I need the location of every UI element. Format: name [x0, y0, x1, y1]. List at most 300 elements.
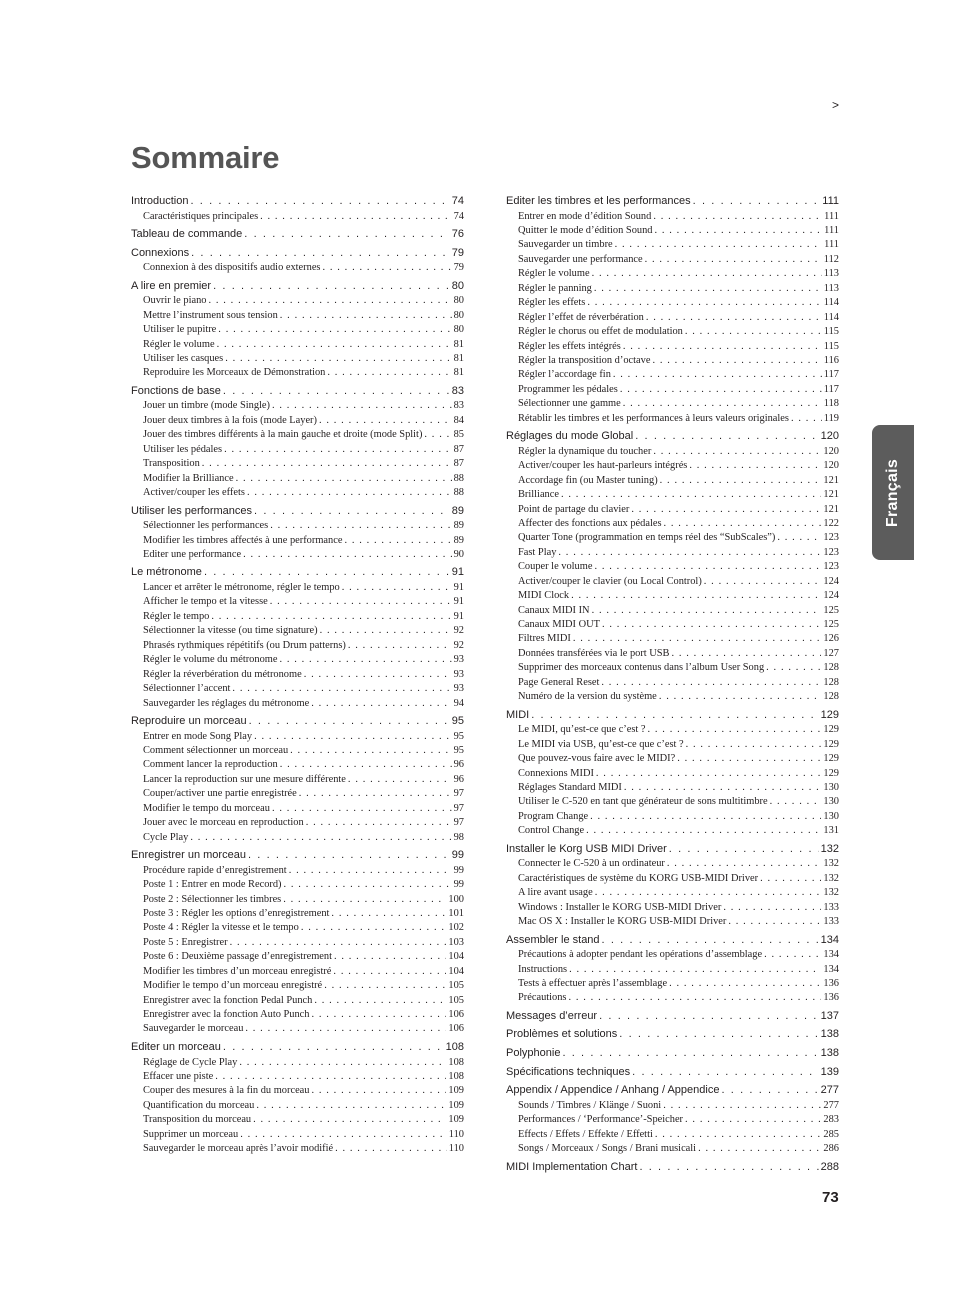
toc-entry-title: Poste 4 : Régler la vitesse et le tempo	[143, 922, 299, 934]
toc-subentry[interactable]	[506, 824, 839, 838]
toc-entry-title: Assembler le stand	[506, 933, 600, 946]
toc-entry-title: Couper le volume	[518, 561, 593, 573]
toc-leader-dots	[654, 224, 822, 238]
toc-page-number: 124	[823, 590, 839, 602]
toc-leader-dots	[224, 443, 452, 457]
toc-subentry[interactable]	[506, 589, 839, 603]
toc-chapter-entry[interactable]	[131, 384, 464, 400]
toc-entry-title: Régler le volume du métronome	[143, 654, 278, 666]
toc-subentry[interactable]	[506, 267, 839, 281]
toc-subentry[interactable]	[131, 414, 464, 428]
toc-subentry[interactable]	[506, 282, 839, 296]
toc-chapter-entry[interactable]	[131, 227, 464, 243]
toc-entry-title: Utiliser le pupitre	[143, 324, 217, 336]
toc-entry-title: Sauvegarder le morceau après l’avoir modifié	[143, 1143, 334, 1155]
toc-subentry[interactable]	[131, 443, 464, 457]
toc-entry-title: Reproduire un morceau	[131, 714, 247, 727]
toc-page-number: 105	[448, 980, 464, 992]
toc-subentry[interactable]	[131, 773, 464, 787]
toc-subentry[interactable]	[131, 457, 464, 471]
toc-entry-title: Poste 5 : Enregistrer	[143, 936, 228, 948]
toc-entry-title: Songs / Morceaux / Songs / Brani musicali	[518, 1143, 697, 1155]
toc-subentry[interactable]	[131, 323, 464, 337]
toc-subentry[interactable]	[506, 1099, 839, 1113]
toc-subentry[interactable]	[131, 399, 464, 413]
toc-subentry[interactable]	[506, 1128, 839, 1142]
toc-leader-dots	[586, 824, 821, 838]
toc-page-number: 88	[453, 472, 464, 484]
toc-entry-title: Procédure rapide d’enregistrement	[143, 864, 287, 876]
toc-leader-dots	[424, 428, 451, 442]
toc-subentry[interactable]	[506, 1142, 839, 1156]
toc-page-number: 103	[448, 936, 464, 948]
toc-entry-title: Problèmes et solutions	[506, 1028, 618, 1041]
toc-subentry[interactable]	[131, 979, 464, 993]
toc-subentry[interactable]	[131, 787, 464, 801]
toc-leader-dots	[299, 787, 452, 801]
toc-entry-title: Couper/activer une partie enregistrée	[143, 788, 297, 800]
toc-page-number: 97	[453, 817, 464, 829]
toc-page-number: 129	[820, 708, 839, 721]
toc-subentry[interactable]	[506, 474, 839, 488]
toc-subentry[interactable]	[131, 1128, 464, 1142]
toc-page-number: 134	[820, 933, 839, 946]
toc-subentry[interactable]	[506, 752, 839, 766]
toc-subentry[interactable]	[131, 950, 464, 964]
toc-subentry[interactable]	[131, 907, 464, 921]
toc-leader-dots	[693, 194, 821, 210]
toc-subentry[interactable]	[131, 802, 464, 816]
toc-subentry[interactable]	[131, 519, 464, 533]
toc-subentry[interactable]	[131, 816, 464, 830]
toc-page-number: 124	[823, 575, 839, 587]
toc-subentry[interactable]	[506, 723, 839, 737]
toc-leader-dots	[333, 965, 446, 979]
toc-page-number: 74	[453, 210, 464, 222]
toc-subentry[interactable]	[131, 639, 464, 653]
toc-entry-title: Transposition	[143, 458, 200, 470]
toc-leader-dots	[613, 368, 822, 382]
toc-leader-dots	[791, 412, 822, 426]
toc-leader-dots	[247, 486, 452, 500]
toc-entry-title: Régler le chorus ou effet de modulation	[518, 326, 683, 338]
toc-leader-dots	[721, 1083, 818, 1099]
toc-entry-title: Le MIDI, qu’est-ce que c’est ?	[518, 724, 646, 736]
toc-entry-title: Régler la transposition d’octave	[518, 354, 651, 366]
toc-chapter-entry[interactable]	[131, 848, 464, 864]
toc-subentry[interactable]	[131, 595, 464, 609]
toc-entry-title: Affecter des fonctions aux pédales	[518, 517, 662, 529]
toc-page-number: 112	[823, 253, 839, 265]
toc-entry-title: Comment sélectionner un morceau	[143, 745, 289, 756]
toc-subentry[interactable]	[131, 366, 464, 380]
toc-section	[506, 1009, 839, 1025]
toc-page-number: 97	[453, 788, 464, 800]
toc-subentry[interactable]	[131, 428, 464, 442]
toc-page-number: 133	[823, 901, 839, 913]
toc-subentry[interactable]	[131, 472, 464, 486]
toc-subentry[interactable]	[131, 682, 464, 696]
toc-leader-dots	[592, 267, 822, 281]
toc-subentry[interactable]	[506, 238, 839, 252]
toc-page-number: 95	[453, 745, 464, 756]
toc-entry-title: Sélectionner la vitesse (ou time signature)	[143, 625, 318, 637]
toc-subentry[interactable]	[131, 758, 464, 772]
toc-leader-dots	[587, 296, 821, 310]
toc-leader-dots	[348, 773, 452, 787]
toc-subentry[interactable]	[506, 412, 839, 426]
toc-subentry[interactable]	[506, 604, 839, 618]
toc-subentry[interactable]	[506, 781, 839, 795]
toc-subentry[interactable]	[131, 965, 464, 979]
toc-subentry[interactable]	[506, 368, 839, 382]
toc-subentry[interactable]	[506, 915, 839, 929]
toc-page-number: 81	[453, 338, 464, 350]
toc-subentry[interactable]	[506, 795, 839, 809]
toc-subentry[interactable]	[506, 886, 839, 900]
toc-section	[506, 429, 839, 704]
toc-subentry[interactable]	[131, 893, 464, 907]
toc-subentry[interactable]	[131, 1056, 464, 1070]
toc-leader-dots	[632, 1065, 819, 1081]
toc-subentry[interactable]	[131, 730, 464, 744]
toc-subentry[interactable]	[506, 397, 839, 411]
toc-page-number: 128	[823, 676, 839, 688]
toc-subentry[interactable]	[131, 581, 464, 595]
toc-entry-title: Quitter le mode d’édition Sound	[518, 225, 653, 237]
toc-entry-title: Modifier le tempo du morceau	[143, 802, 270, 814]
toc-subentry[interactable]	[131, 1084, 464, 1098]
toc-entry-title: Sélectionner une gamme	[518, 398, 621, 410]
toc-page-number: 76	[451, 228, 464, 241]
toc-page-number: 121	[823, 474, 839, 486]
toc-subentry[interactable]	[506, 1113, 839, 1127]
toc-subentry[interactable]	[506, 857, 839, 871]
toc-chapter-entry[interactable]	[131, 714, 464, 730]
toc-leader-dots	[663, 1099, 821, 1113]
toc-page-number: 110	[448, 1128, 464, 1140]
toc-chapter-entry[interactable]	[506, 1160, 839, 1176]
toc-page-number: 85	[453, 429, 464, 441]
toc-page-number: 93	[453, 683, 464, 695]
toc-page-number: 102	[448, 922, 464, 934]
toc-entry-title: Sélectionner l’accent	[143, 683, 231, 695]
toc-chapter-entry[interactable]	[506, 429, 839, 445]
toc-section	[506, 1027, 839, 1043]
toc-leader-dots	[615, 238, 823, 252]
toc-subentry[interactable]	[506, 546, 839, 560]
toc-leader-dots	[320, 624, 452, 638]
toc-subentry[interactable]	[506, 810, 839, 824]
toc-section	[506, 1046, 839, 1062]
toc-page-number: 111	[824, 210, 839, 222]
toc-page-number: 92	[453, 639, 464, 651]
toc-leader-dots	[677, 752, 821, 766]
toc-subentry[interactable]	[506, 575, 839, 589]
toc-page-number: 89	[453, 520, 464, 532]
toc-entry-title: Sounds / Timbres / Klänge / Suoni	[518, 1099, 662, 1111]
toc-entry-title: Activer/couper les effets	[143, 487, 245, 499]
toc-subentry[interactable]	[131, 534, 464, 548]
toc-page-number: 123	[823, 532, 839, 544]
toc-leader-dots	[239, 1056, 446, 1070]
toc-entry-title: Control Change	[518, 825, 585, 837]
toc-subentry[interactable]	[506, 383, 839, 397]
toc-page-number: 129	[823, 724, 839, 736]
toc-entry-title: Connexions	[131, 246, 190, 259]
toc-chapter-entry[interactable]	[506, 194, 839, 210]
toc-entry-title: A lire en premier	[131, 279, 212, 292]
toc-subentry[interactable]	[131, 744, 464, 758]
toc-section	[506, 708, 839, 839]
toc-chapter-entry[interactable]	[506, 1046, 839, 1062]
toc-entry-title: Modifier le tempo d’un morceau enregistré	[143, 980, 323, 992]
toc-page-number: 129	[823, 767, 839, 779]
toc-subentry[interactable]	[506, 618, 839, 632]
toc-leader-dots	[723, 901, 821, 915]
toc-section	[506, 933, 839, 1006]
toc-page-number: 97	[453, 802, 464, 814]
toc-subentry[interactable]	[131, 921, 464, 935]
toc-leader-dots	[204, 565, 450, 581]
toc-subentry[interactable]	[506, 296, 839, 310]
toc-subentry[interactable]	[506, 210, 839, 224]
toc-subentry[interactable]	[131, 1099, 464, 1113]
toc-entry-title: Editer les timbres et les performances	[506, 195, 691, 207]
toc-page-number: 93	[453, 668, 464, 680]
toc-subentry[interactable]	[506, 488, 839, 502]
toc-subentry[interactable]	[131, 831, 464, 845]
toc-page-number: 95	[453, 730, 464, 742]
toc-subentry[interactable]	[131, 936, 464, 950]
toc-subentry[interactable]	[131, 338, 464, 352]
toc-subentry[interactable]	[506, 531, 839, 545]
toc-page-number: 110	[448, 1143, 464, 1155]
toc-leader-dots	[653, 210, 822, 224]
toc-leader-dots	[602, 933, 819, 949]
toc-subentry[interactable]	[506, 872, 839, 886]
toc-leader-dots	[558, 546, 821, 560]
toc-subentry[interactable]	[131, 486, 464, 500]
toc-page-number: 91	[451, 566, 464, 579]
toc-subentry[interactable]	[506, 948, 839, 962]
toc-subentry[interactable]	[131, 1113, 464, 1127]
toc-leader-dots	[728, 915, 821, 929]
toc-leader-dots	[256, 1099, 446, 1113]
toc-page-number: 120	[823, 445, 839, 457]
toc-subentry[interactable]	[131, 294, 464, 308]
toc-entry-title: Régler la réverbération du métronome	[143, 668, 302, 680]
toc-entry-title: Connexion à des dispositifs audio externes	[143, 262, 321, 274]
toc-subentry[interactable]	[506, 963, 839, 977]
toc-subentry[interactable]	[131, 309, 464, 323]
toc-leader-dots	[289, 864, 452, 878]
toc-subentry[interactable]	[131, 1022, 464, 1036]
toc-subentry[interactable]	[506, 253, 839, 267]
toc-entry-title: Entrer en mode d’édition Sound	[518, 210, 652, 222]
toc-subentry[interactable]	[506, 661, 839, 675]
toc-subentry[interactable]	[131, 1008, 464, 1022]
toc-chapter-entry[interactable]	[506, 933, 839, 949]
toc-page-number: 96	[453, 773, 464, 785]
toc-subentry[interactable]	[506, 325, 839, 339]
toc-subentry[interactable]	[506, 767, 839, 781]
toc-entry-title: Caractéristiques principales	[143, 210, 259, 222]
toc-page-number: 101	[448, 907, 464, 919]
toc-leader-dots	[599, 1009, 819, 1025]
toc-subentry[interactable]	[506, 517, 839, 531]
toc-subentry[interactable]	[506, 340, 839, 354]
toc-subentry[interactable]	[506, 224, 839, 238]
toc-leader-dots	[217, 338, 452, 352]
toc-entry-title: Poste 1 : Entrer en mode Record)	[143, 879, 282, 891]
toc-entry-title: Activer/couper les haut-parleurs intégrés	[518, 460, 688, 472]
toc-entry-title: Phrasés rythmiques répétitifs (ou Drum patterns)	[143, 639, 346, 651]
toc-subentry[interactable]	[506, 311, 839, 325]
toc-subentry[interactable]	[131, 653, 464, 667]
toc-leader-dots	[272, 399, 452, 413]
toc-subentry[interactable]	[506, 632, 839, 646]
toc-page-number: 277	[820, 1084, 839, 1097]
toc-page-number: 119	[823, 412, 839, 424]
toc-page-number: 117	[823, 369, 839, 381]
toc-leader-dots	[652, 354, 821, 368]
toc-chapter-entry[interactable]	[131, 279, 464, 295]
toc-leader-dots	[689, 459, 821, 473]
toc-page-number: 138	[820, 1028, 839, 1041]
toc-entry-title: Régler l’accordage fin	[518, 369, 611, 381]
toc-chapter-entry[interactable]	[131, 565, 464, 581]
toc-subentry[interactable]	[131, 864, 464, 878]
toc-chapter-entry[interactable]	[131, 246, 464, 262]
toc-entry-title: Brilliance	[518, 489, 559, 501]
toc-subentry[interactable]	[131, 697, 464, 711]
toc-subentry[interactable]	[506, 977, 839, 991]
toc-subentry[interactable]	[506, 901, 839, 915]
toc-page-number: 93	[453, 654, 464, 666]
toc-entry-title: Réglage de Cycle Play	[143, 1056, 238, 1068]
toc-leader-dots	[254, 730, 452, 744]
toc-subentry[interactable]	[506, 459, 839, 473]
toc-chapter-entry[interactable]	[506, 1027, 839, 1043]
toc-page-number: 109	[448, 1099, 464, 1111]
toc-subentry[interactable]	[506, 503, 839, 517]
toc-leader-dots	[240, 1128, 447, 1142]
toc-subentry[interactable]	[131, 610, 464, 624]
toc-column-right	[506, 194, 839, 1178]
toc-column-left	[131, 194, 464, 1160]
toc-leader-dots	[301, 921, 447, 935]
toc-leader-dots	[243, 548, 452, 562]
toc-entry-title: Effacer une piste	[143, 1070, 214, 1082]
toc-entry-title: Tests à effectuer après l’assemblage	[518, 977, 668, 989]
toc-leader-dots	[590, 810, 821, 824]
toc-entry-title: Poste 6 : Deuxième passage d’enregistrement	[143, 951, 332, 963]
toc-entry-title: Program Change	[518, 810, 589, 822]
toc-entry-title: Utiliser les performances	[131, 504, 253, 517]
toc-entry-title: Lancer la reproduction sur une mesure différente	[143, 773, 346, 785]
toc-leader-dots	[348, 639, 452, 653]
toc-subentry[interactable]	[131, 878, 464, 892]
toc-leader-dots	[249, 714, 450, 730]
toc-page-number: 89	[451, 504, 464, 517]
toc-leader-dots	[664, 517, 822, 531]
toc-subentry[interactable]	[506, 354, 839, 368]
toc-leader-dots	[280, 758, 452, 772]
toc-subentry[interactable]	[131, 668, 464, 682]
toc-subentry[interactable]	[506, 676, 839, 690]
toc-entry-title: Rétablir les timbres et les performances à leurs valeurs originales	[518, 412, 789, 424]
toc-subentry[interactable]	[506, 647, 839, 661]
toc-leader-dots	[232, 682, 451, 696]
toc-leader-dots	[290, 744, 451, 758]
toc-page-number: 123	[823, 546, 839, 558]
toc-chapter-entry[interactable]	[131, 194, 464, 210]
toc-chapter-entry[interactable]	[506, 1065, 839, 1081]
toc-leader-dots	[685, 325, 822, 339]
toc-chapter-entry[interactable]	[506, 842, 839, 858]
toc-subentry[interactable]	[131, 1142, 464, 1156]
toc-entry-title: Utiliser les pédales	[143, 443, 223, 455]
toc-subentry[interactable]	[131, 548, 464, 562]
toc-entry-title: Jouer des timbres différents à la main gauche et droite (mode Split)	[143, 429, 423, 441]
toc-subentry[interactable]	[506, 690, 839, 704]
toc-subentry[interactable]	[506, 560, 839, 574]
toc-leader-dots	[319, 414, 452, 428]
toc-page-number: 79	[453, 262, 464, 274]
toc-page-number: 106	[448, 1023, 464, 1035]
toc-entry-title: Données transférées via le port USB	[518, 647, 670, 659]
toc-chapter-entry[interactable]	[506, 1083, 839, 1099]
toc-subentry[interactable]	[131, 261, 464, 275]
toc-chapter-entry[interactable]	[506, 1009, 839, 1025]
toc-subentry[interactable]	[131, 210, 464, 224]
toc-section	[131, 714, 464, 845]
toc-leader-dots	[283, 893, 446, 907]
toc-subentry[interactable]	[131, 994, 464, 1008]
toc-page-number: 104	[448, 951, 464, 963]
toc-leader-dots	[253, 1113, 446, 1127]
toc-section	[506, 1065, 839, 1081]
toc-entry-title: Précautions	[518, 992, 567, 1004]
toc-entry-title: Utiliser les casques	[143, 353, 224, 364]
toc-leader-dots	[331, 907, 446, 921]
toc-subentry[interactable]	[506, 738, 839, 752]
toc-subentry[interactable]	[131, 624, 464, 638]
toc-subentry[interactable]	[131, 352, 464, 366]
toc-chapter-entry[interactable]	[506, 708, 839, 724]
toc-leader-dots	[639, 1160, 818, 1176]
toc-entry-title: Transposition du morceau	[143, 1114, 252, 1126]
toc-page-number: 283	[823, 1114, 839, 1126]
toc-leader-dots	[568, 991, 821, 1005]
toc-page-number: 108	[448, 1070, 464, 1082]
toc-subentry[interactable]	[506, 445, 839, 459]
toc-page-number: 134	[823, 949, 839, 961]
toc-section	[131, 246, 464, 276]
toc-section	[131, 565, 464, 711]
toc-entry-title: Régler les effets	[518, 297, 586, 309]
toc-entry-title: Le métronome	[131, 566, 202, 579]
toc-entry-title: A lire avant usage	[518, 887, 593, 899]
toc-chapter-entry[interactable]	[131, 504, 464, 520]
toc-page-number: 133	[823, 916, 839, 928]
toc-chapter-entry[interactable]	[131, 1040, 464, 1056]
toc-subentry[interactable]	[506, 991, 839, 1005]
toc-leader-dots	[279, 653, 451, 667]
toc-entry-title: Entrer en mode Song Play	[143, 730, 253, 742]
toc-subentry[interactable]	[131, 1070, 464, 1084]
